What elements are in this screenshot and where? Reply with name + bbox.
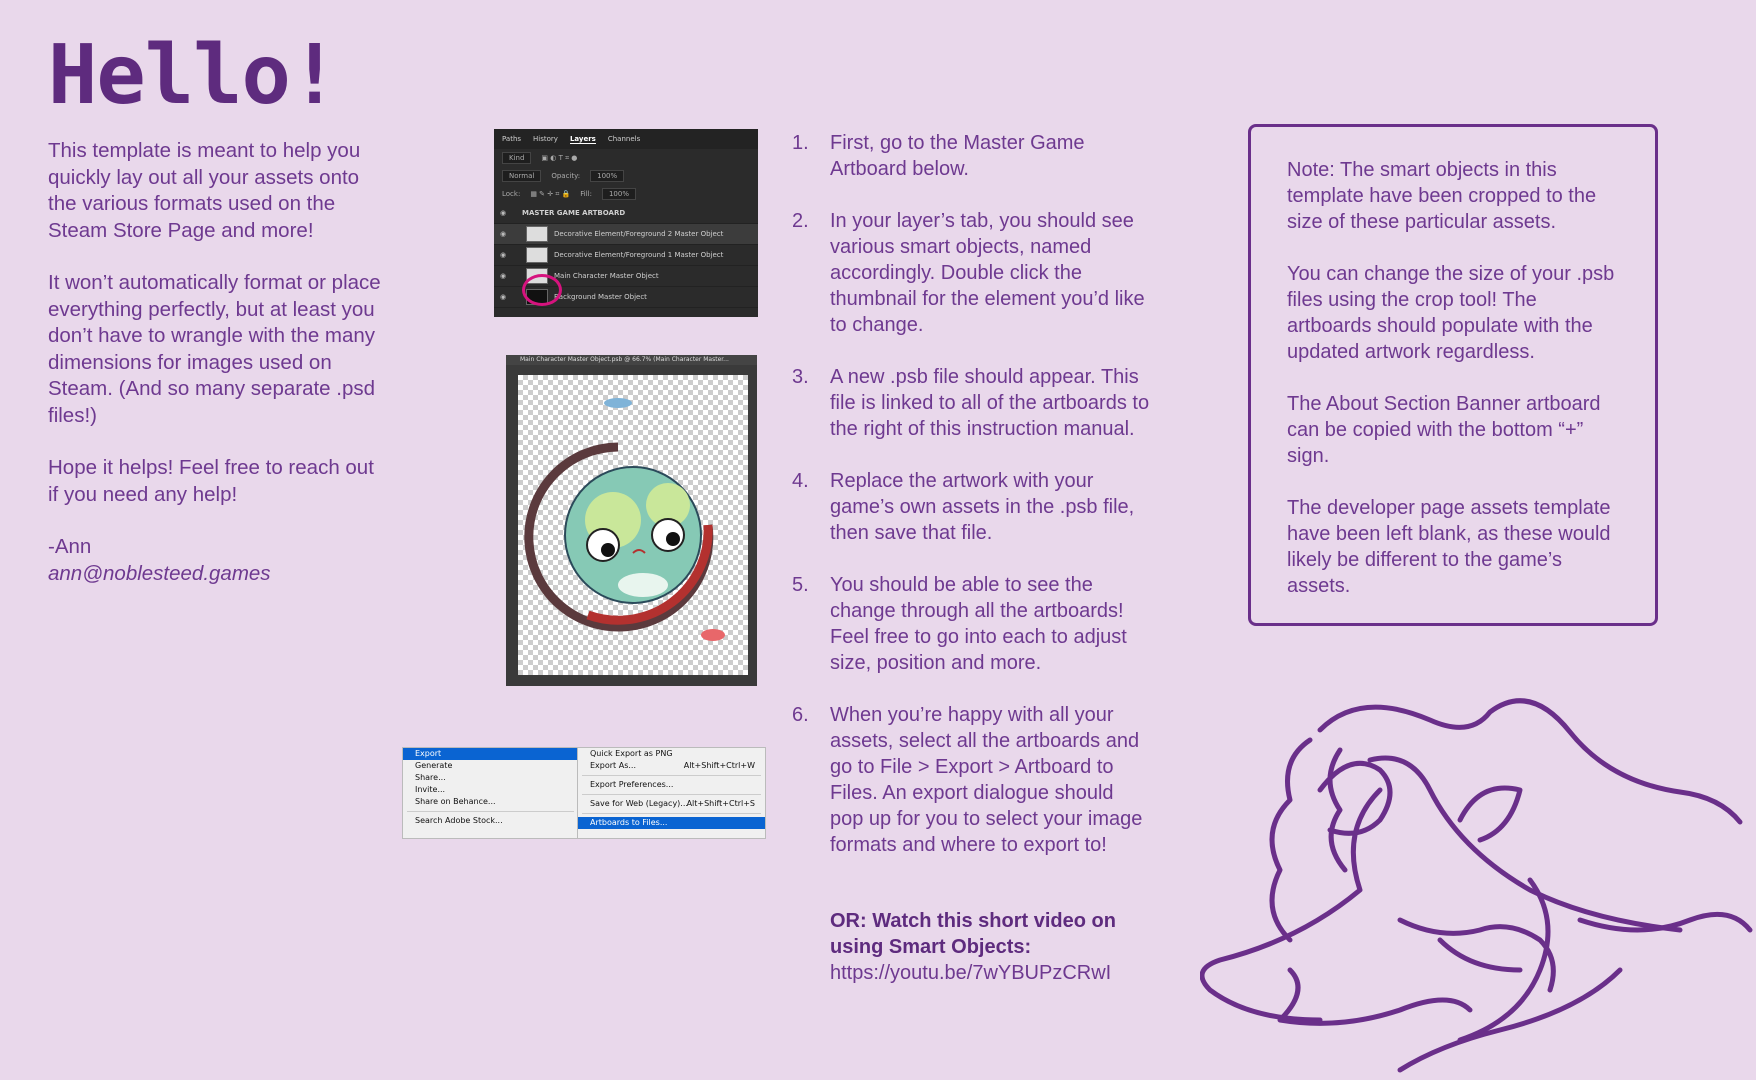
export-submenu bbox=[577, 747, 766, 839]
step-number: 5. bbox=[792, 574, 809, 596]
intro-paragraph-2: It won’t automatically format or place everything perfectly, but at least you don’t have to wrangle with the many dimensions for images used on Steam. (And so many separate .psd files!) bbox=[48, 271, 381, 427]
opacity-label: Opacity: bbox=[551, 172, 581, 180]
export-menu-screenshot bbox=[402, 747, 764, 837]
email-link[interactable]: ann@noblesteed.games bbox=[48, 561, 271, 585]
menu-divider bbox=[582, 794, 761, 795]
menu-divider bbox=[582, 775, 761, 776]
transparent-canvas bbox=[518, 375, 748, 675]
submenu-item bbox=[578, 798, 765, 810]
eye-icon: ◉ bbox=[500, 209, 507, 217]
step-text: In your layer’s tab, you should see various smart objects, named accordingly. Double click the thumbnail for the element you’d like to change. bbox=[830, 210, 1145, 336]
submenu-item bbox=[578, 748, 765, 760]
layer-name: Decorative Element/Foreground 2 Master Object bbox=[554, 230, 724, 238]
layer-name: Background Master Object bbox=[554, 293, 647, 301]
blend-mode: Normal bbox=[502, 170, 541, 182]
submenu-label: Export As... bbox=[590, 761, 636, 770]
note-paragraph-4: The developer page assets template have been left blank, as these would likely be different to the game’s assets. bbox=[1287, 497, 1611, 597]
step-text: When you’re happy with all your assets, select all the artboards and go to File > Export > Artboard to Files. An export dialogue should pop up for you to select your image formats and where to export to! bbox=[830, 704, 1143, 856]
tab-paths: Paths bbox=[502, 135, 522, 143]
intro-text bbox=[48, 138, 388, 587]
layer-row bbox=[494, 245, 758, 266]
layer-thumbnail bbox=[526, 247, 548, 263]
menu-item-search-stock: Search Adobe Stock... bbox=[415, 816, 503, 825]
menu-item-invite: Invite... bbox=[415, 785, 446, 794]
blend-row bbox=[494, 167, 758, 185]
step-4 bbox=[792, 468, 1152, 546]
lock-label: Lock: bbox=[502, 190, 521, 198]
file-menu-list bbox=[402, 747, 579, 839]
filter-icons: ▣ ◐ T ⌗ ● bbox=[541, 153, 578, 162]
canvas-window-screenshot bbox=[506, 355, 757, 686]
note-box bbox=[1248, 124, 1658, 626]
submenu-item bbox=[578, 779, 765, 791]
step-3 bbox=[792, 364, 1152, 442]
note-paragraph-3: The About Section Banner artboard can be copied with the bottom “+” sign. bbox=[1287, 393, 1601, 467]
highlight-circle bbox=[522, 274, 562, 306]
note-paragraph-1: Note: The smart objects in this template have been cropped to the size of these particular assets. bbox=[1287, 159, 1597, 233]
fill-value: 100% bbox=[602, 188, 636, 200]
menu-item-generate: Generate bbox=[415, 761, 453, 770]
step-number: 2. bbox=[792, 210, 809, 232]
layers-panel-screenshot bbox=[494, 129, 758, 317]
step-number: 4. bbox=[792, 470, 809, 492]
horse-line-illustration bbox=[1200, 670, 1756, 1080]
layer-row bbox=[494, 224, 758, 245]
menu-item-share: Share... bbox=[415, 773, 446, 782]
tab-history: History bbox=[533, 135, 558, 143]
step-number: 6. bbox=[792, 704, 809, 726]
eye-icon: ◉ bbox=[500, 230, 507, 238]
step-2 bbox=[792, 208, 1152, 338]
layer-group-name: MASTER GAME ARTBOARD bbox=[522, 209, 626, 217]
step-number: 1. bbox=[792, 132, 809, 154]
step-text: First, go to the Master Game Artboard below. bbox=[830, 132, 1085, 180]
layers-panel-tabs bbox=[494, 129, 758, 149]
lock-icons: ▦ ✎ ✛ ⌗ 🔒 bbox=[530, 189, 571, 198]
layer-group-row bbox=[494, 203, 758, 224]
video-label: OR: Watch this short video on using Smart Objects: bbox=[830, 910, 1116, 958]
submenu-label: Quick Export as PNG bbox=[590, 749, 673, 758]
signature-block bbox=[48, 534, 388, 587]
submenu-shortcut: Alt+Shift+Ctrl+W bbox=[683, 761, 755, 770]
submenu-label: Save for Web (Legacy)... bbox=[590, 799, 688, 808]
step-number: 3. bbox=[792, 366, 809, 388]
layer-thumbnail bbox=[526, 226, 548, 242]
submenu-item-artboards-to-files bbox=[578, 817, 765, 829]
menu-item-export: Export bbox=[403, 748, 578, 760]
eye-icon: ◉ bbox=[500, 272, 507, 280]
submenu-item bbox=[578, 760, 765, 772]
video-link[interactable]: https://youtu.be/7wYBUPzCRwI bbox=[830, 962, 1112, 984]
layer-filter-row bbox=[494, 149, 758, 167]
step-text: A new .psb file should appear. This file is linked to all of the artboards to the right of this instruction manual. bbox=[830, 366, 1150, 440]
step-1 bbox=[792, 130, 1152, 182]
canvas-window-title: Main Character Master Object.psb @ 66.7% (Main Character Master... bbox=[506, 355, 757, 365]
menu-divider bbox=[407, 811, 574, 812]
step-6 bbox=[792, 702, 1152, 858]
step-text: You should be able to see the change through all the artboards! Feel free to go into each to adjust size, position and more. bbox=[830, 574, 1127, 674]
character-illustration bbox=[518, 375, 748, 675]
submenu-shortcut: Alt+Shift+Ctrl+S bbox=[686, 799, 755, 808]
lock-row bbox=[494, 185, 758, 203]
submenu-label: Export Preferences... bbox=[590, 780, 674, 789]
tab-channels: Channels bbox=[607, 135, 641, 143]
menu-item-share-behance: Share on Behance... bbox=[415, 797, 496, 806]
layer-name: Decorative Element/Foreground 1 Master Object bbox=[554, 251, 724, 259]
video-reference bbox=[830, 908, 1160, 986]
note-paragraph-2: You can change the size of your .psb files using the crop tool! The artboards should populate with the updated artwork regardless. bbox=[1287, 263, 1615, 363]
menu-divider bbox=[582, 813, 761, 814]
intro-paragraph-3: Hope it helps! Feel free to reach out if you need any help! bbox=[48, 456, 374, 506]
kind-filter: Kind bbox=[502, 152, 531, 164]
instruction-steps bbox=[792, 130, 1152, 884]
eye-icon: ◉ bbox=[500, 251, 507, 259]
page-title: Hello! bbox=[48, 28, 339, 123]
intro-paragraph-1: This template is meant to help you quickly lay out all your assets onto the various formats used on the Steam Store Page and more! bbox=[48, 139, 361, 242]
signature: -Ann bbox=[48, 535, 92, 558]
step-5 bbox=[792, 572, 1152, 676]
step-text: Replace the artwork with your game’s own assets in the .psb file, then save that file. bbox=[830, 470, 1135, 544]
layer-name: Main Character Master Object bbox=[554, 272, 659, 280]
submenu-label: Artboards to Files... bbox=[590, 818, 668, 827]
fill-label: Fill: bbox=[580, 190, 592, 198]
opacity-value: 100% bbox=[590, 170, 624, 182]
eye-icon: ◉ bbox=[500, 293, 507, 301]
tab-layers: Layers bbox=[569, 134, 596, 143]
